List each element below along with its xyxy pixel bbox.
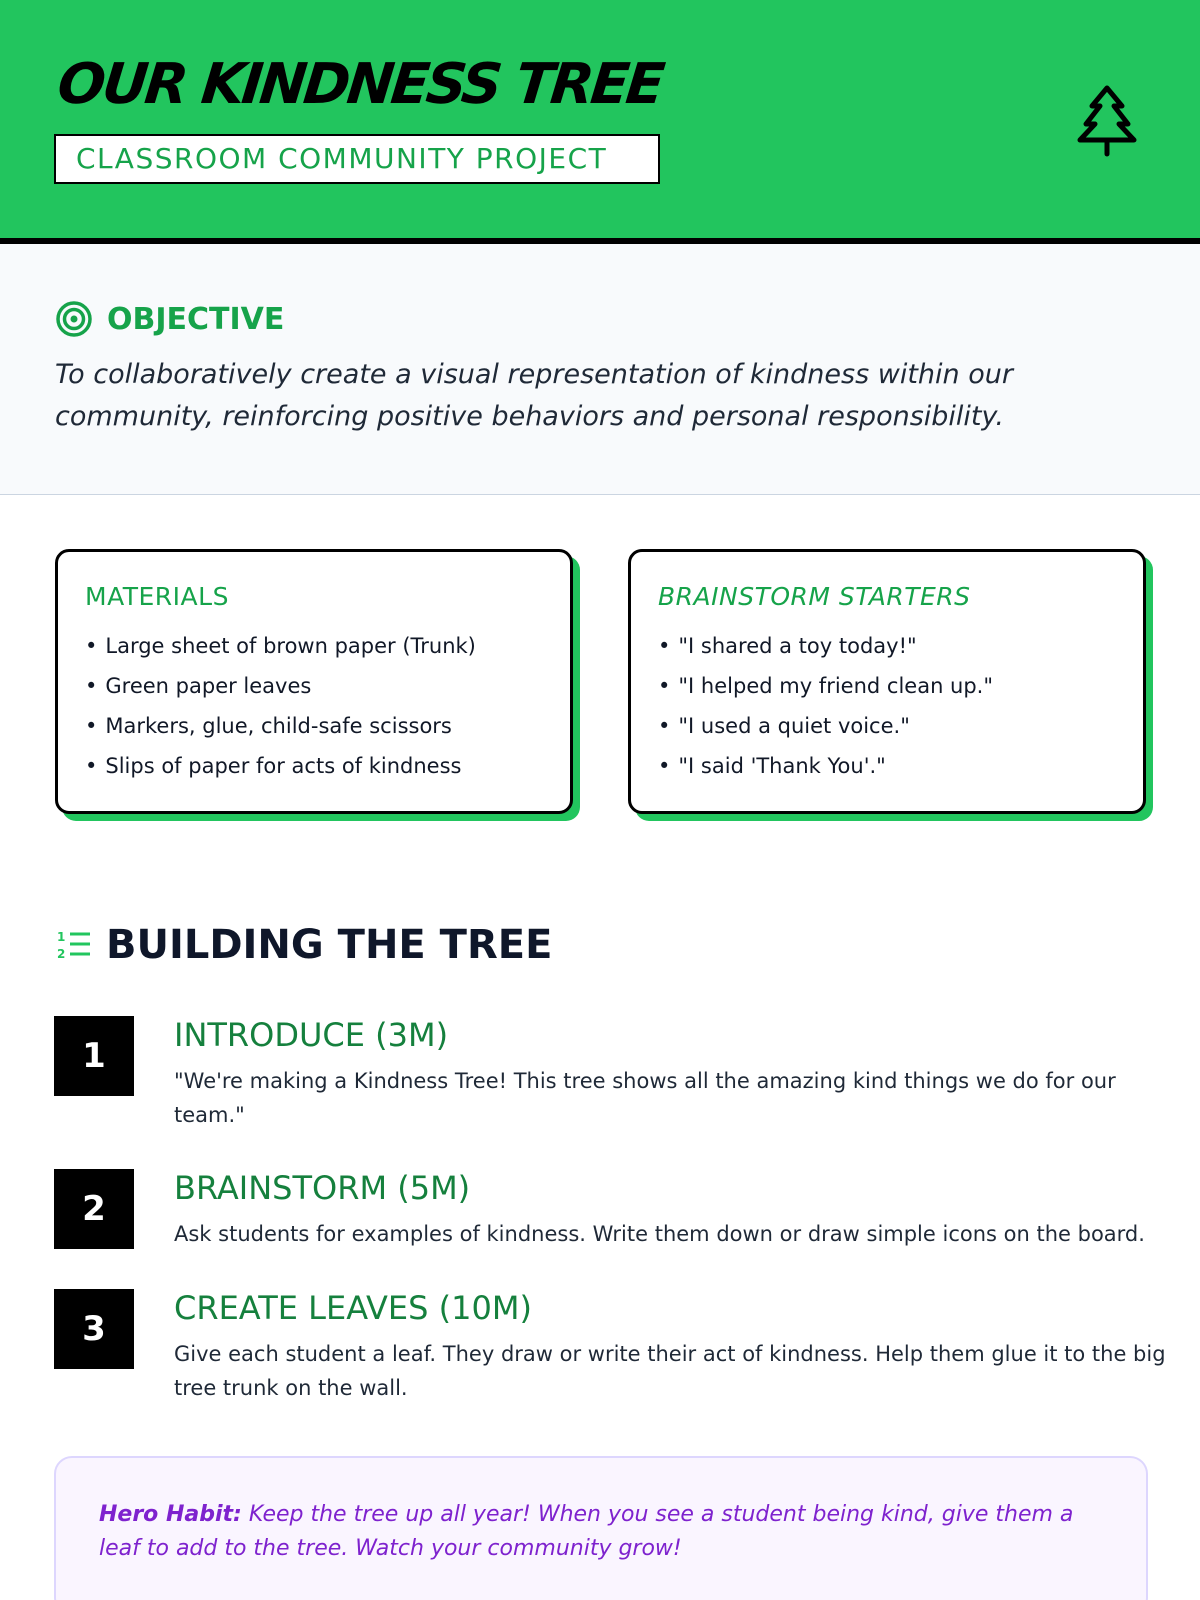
tree-icon	[1074, 84, 1140, 158]
materials-heading: MATERIALS	[85, 582, 229, 611]
step-text: "We're making a Kindness Tree! This tree shows all the amazing kind things we do for our team."	[174, 1069, 1116, 1127]
list-item: • "I used a quiet voice."	[658, 706, 1143, 746]
svg-text:1: 1	[57, 930, 66, 944]
list-item: • Green paper leaves	[85, 666, 570, 706]
objective-section	[0, 244, 1200, 495]
hero-habit-body: Keep the tree up all year! When you see a student being kind, give them a leaf to add to the tree. Watch your community grow!	[99, 1502, 1074, 1561]
materials-list	[85, 626, 570, 786]
objective-text: To collaboratively create a visual representation of kindness within our community, reinforcing positive behaviors and personal responsibility.	[55, 359, 1013, 432]
step-title: BRAINSTORM (5M)	[174, 1169, 471, 1207]
hero-habit-text	[99, 1498, 1099, 1566]
page-title: OUR KINDNESS TREE	[54, 52, 665, 117]
hero-habit-box	[54, 1456, 1148, 1600]
step-title: CREATE LEAVES (10M)	[174, 1289, 532, 1327]
step-number: 1	[54, 1016, 134, 1096]
objective-header	[55, 300, 284, 338]
objective-heading: OBJECTIVE	[107, 301, 285, 337]
brainstorm-heading: BRAINSTORM STARTERS	[658, 582, 971, 611]
list-item: • Markers, glue, child-safe scissors	[85, 706, 570, 746]
header-banner	[0, 0, 1200, 244]
list-item: • "I helped my friend clean up."	[658, 666, 1143, 706]
brainstorm-card	[628, 549, 1146, 814]
target-icon	[55, 300, 93, 338]
step-number: 2	[54, 1169, 134, 1249]
step-number: 3	[54, 1289, 134, 1369]
brainstorm-list	[658, 626, 1143, 786]
steps-header	[56, 922, 552, 968]
materials-card	[55, 549, 573, 814]
page-subtitle: CLASSROOM COMMUNITY PROJECT	[54, 134, 660, 184]
numbered-list-icon	[56, 928, 92, 962]
list-item: • Large sheet of brown paper (Trunk)	[85, 626, 570, 666]
step-text: Give each student a leaf. They draw or write their act of kindness. Help them glue it to the big tree trunk on the wall.	[174, 1342, 1166, 1400]
svg-text:2: 2	[57, 947, 66, 961]
list-item: • "I shared a toy today!"	[658, 626, 1143, 666]
step-title: INTRODUCE (3M)	[174, 1016, 449, 1054]
step-text: Ask students for examples of kindness. Write them down or draw simple icons on the board.	[174, 1222, 1145, 1246]
steps-heading: BUILDING THE TREE	[106, 922, 553, 968]
list-item: • Slips of paper for acts of kindness	[85, 746, 570, 786]
hero-habit-label: Hero Habit:	[99, 1502, 242, 1527]
list-item: • "I said 'Thank You'."	[658, 746, 1143, 786]
